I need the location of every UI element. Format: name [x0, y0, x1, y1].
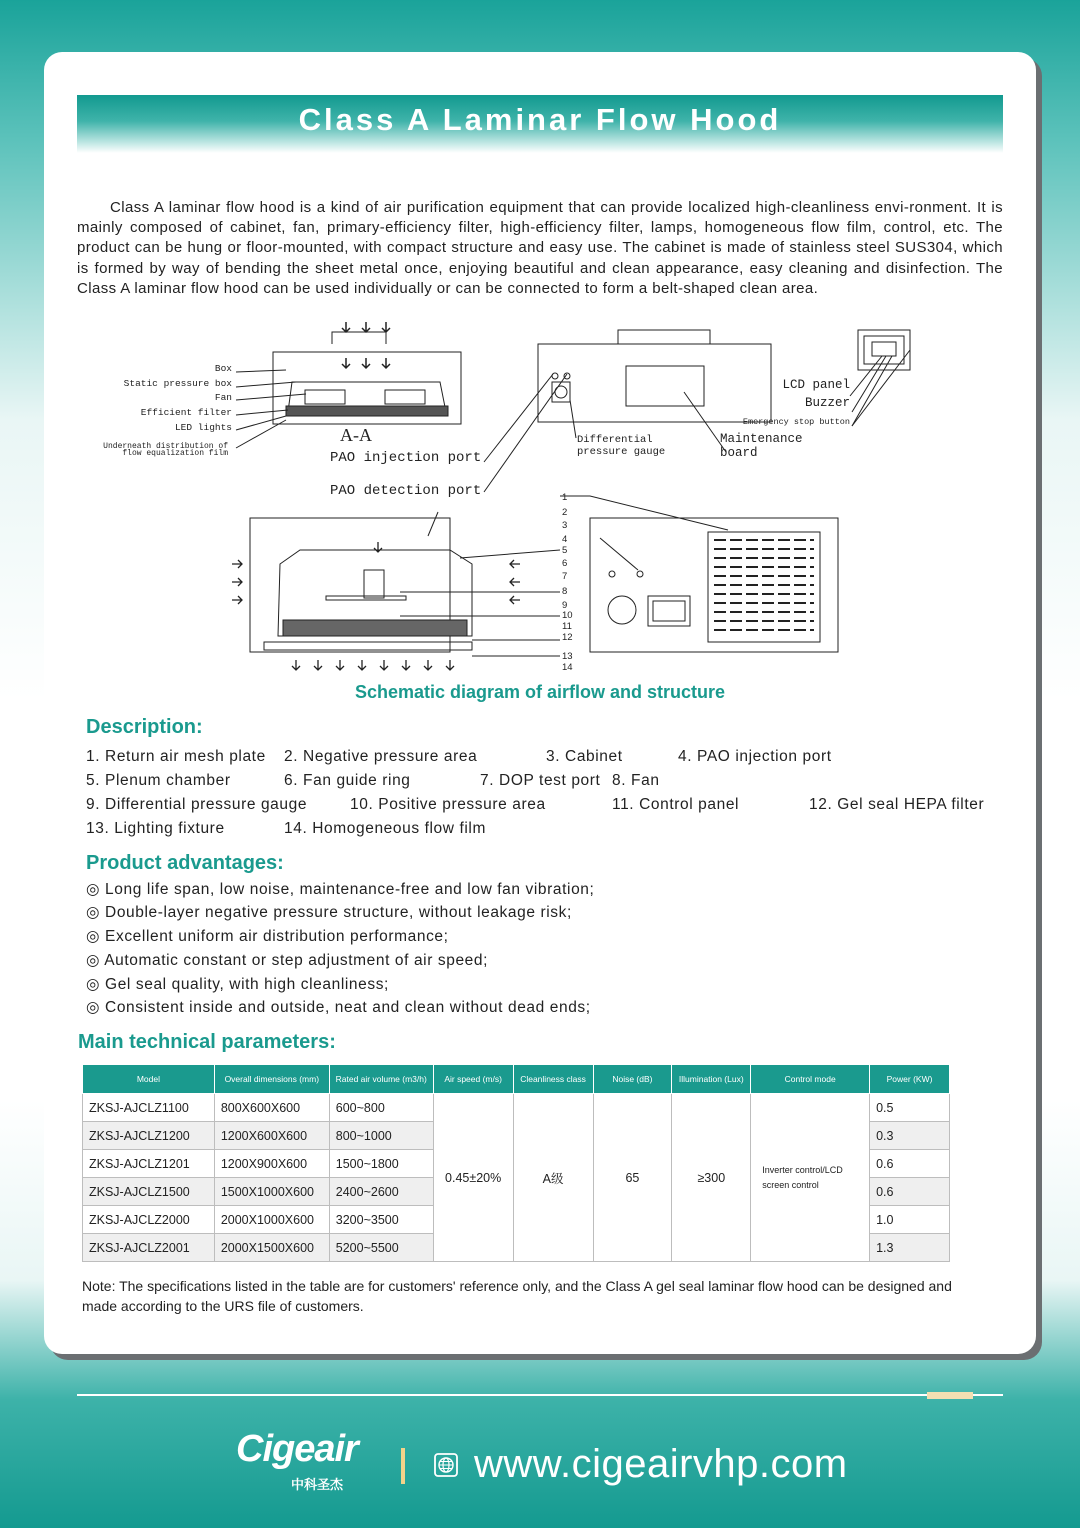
- cell-control-mode: Inverter control/LCD screen control: [751, 1094, 870, 1262]
- label-lcd-panel: LCD panel: [782, 378, 850, 392]
- description-item: 1. Return air mesh plate: [86, 748, 266, 765]
- callout-number-7: 7: [562, 571, 568, 582]
- callout-number-13: 13: [562, 651, 573, 662]
- description-row: [86, 796, 1016, 820]
- description-item: 6. Fan guide ring: [284, 772, 411, 789]
- params-table: [82, 1064, 950, 1262]
- cell-dimensions: 1500X1000X600: [214, 1178, 329, 1206]
- label-efficient-filter: Efficient filter: [140, 407, 232, 418]
- cell-air-volume: 1500~1800: [329, 1150, 433, 1178]
- table-header-row: [83, 1065, 950, 1094]
- description-item: 5. Plenum chamber: [86, 772, 231, 789]
- label-fan: Fan: [214, 392, 232, 403]
- description-item: 9. Differential pressure gauge: [86, 796, 308, 813]
- page-title: Class A Laminar Flow Hood: [298, 102, 782, 137]
- description-item: 10. Positive pressure area: [350, 796, 546, 813]
- brand-logo-subtitle: 中科圣杰: [291, 1477, 344, 1492]
- circle-bullet-icon: ◎: [86, 881, 101, 898]
- header-dimensions: Overall dimensions (mm): [214, 1065, 329, 1094]
- cell-air-volume: 800~1000: [329, 1122, 433, 1150]
- label-underneath-1: Underneath distribution of: [103, 442, 228, 451]
- callout-number-3: 3: [562, 520, 568, 531]
- header-control-mode: Control mode: [751, 1065, 870, 1094]
- description-item: 7. DOP test port: [480, 772, 601, 789]
- cell-power: 0.6: [870, 1150, 950, 1178]
- label-box: Box: [214, 363, 232, 374]
- cell-air-volume: 600~800: [329, 1094, 433, 1122]
- cell-power: 1.0: [870, 1206, 950, 1234]
- label-differential-2: pressure gauge: [577, 446, 666, 458]
- cell-noise: 65: [593, 1094, 672, 1262]
- label-differential-1: Differential: [577, 434, 653, 446]
- label-led-lights: LED lights: [174, 422, 232, 433]
- header-air-volume: Rated air volume (m3/h): [329, 1065, 433, 1094]
- callout-number-6: 6: [562, 558, 568, 569]
- cell-power: 0.3: [870, 1122, 950, 1150]
- description-item: 2. Negative pressure area: [284, 748, 478, 765]
- label-pao-detection: PAO detection port: [330, 483, 482, 499]
- callout-number-2: 2: [562, 507, 568, 518]
- label-static-pressure-box: Static pressure box: [123, 378, 232, 389]
- label-maintenance-1: Maintenance: [720, 432, 803, 446]
- footer-divider: [77, 1394, 1003, 1396]
- description-item: 12. Gel seal HEPA filter: [809, 796, 985, 813]
- callout-number-4: 4: [562, 534, 568, 545]
- advantage-item: ◎ Gel seal quality, with high cleanliness;: [86, 976, 389, 993]
- cell-air-volume: 2400~2600: [329, 1178, 433, 1206]
- callout-number-8: 8: [562, 586, 568, 597]
- brand-logo: Cigeair: [236, 1428, 358, 1470]
- cell-dimensions: 2000X1500X600: [214, 1234, 329, 1262]
- advantage-item: ◎ Automatic constant or step adjustment of air speed;: [86, 952, 489, 969]
- description-item: 4. PAO injection port: [678, 748, 832, 765]
- advantage-item: ◎ Excellent uniform air distribution performance;: [86, 928, 449, 945]
- cell-model: ZKSJ-AJCLZ1500: [83, 1178, 215, 1206]
- description-item: 14. Homogeneous flow film: [284, 820, 486, 837]
- callout-number-12: 12: [562, 632, 573, 643]
- advantages-heading: Product advantages:: [86, 852, 284, 874]
- description-row: [86, 772, 1016, 796]
- description-item: 3. Cabinet: [546, 748, 623, 765]
- footer-separator: [401, 1448, 405, 1484]
- description-heading: Description:: [86, 716, 203, 738]
- description-item: 11. Control panel: [612, 796, 740, 813]
- diagram-caption: Schematic diagram of airflow and structure: [354, 682, 726, 702]
- cell-model: ZKSJ-AJCLZ1200: [83, 1122, 215, 1150]
- circle-bullet-icon: ◎: [86, 976, 101, 993]
- cell-model: ZKSJ-AJCLZ2000: [83, 1206, 215, 1234]
- label-underneath-2: flow equalization film: [122, 449, 228, 458]
- circle-bullet-icon: ◎: [86, 999, 101, 1016]
- footer-accent-bar: [927, 1392, 973, 1399]
- cell-air-volume: 5200~5500: [329, 1234, 433, 1262]
- header-illumination: Illumination (Lux): [672, 1065, 751, 1094]
- cell-dimensions: 2000X1000X600: [214, 1206, 329, 1234]
- callout-number-11: 11: [562, 621, 572, 632]
- globe-icon: [434, 1453, 458, 1477]
- label-maintenance-2: board: [720, 446, 758, 460]
- cell-dimensions: 1200X900X600: [214, 1150, 329, 1178]
- description-item: 13. Lighting fixture: [86, 820, 225, 837]
- label-emergency-stop: Emergency stop button: [742, 417, 850, 427]
- header-air-speed: Air speed (m/s): [433, 1065, 513, 1094]
- table-row: [83, 1094, 950, 1122]
- circle-bullet-icon: ◎: [86, 928, 101, 945]
- label-section-aa: A-A: [340, 425, 372, 445]
- cell-power: 0.5: [870, 1094, 950, 1122]
- cell-model: ZKSJ-AJCLZ1201: [83, 1150, 215, 1178]
- structure-diagram: [100, 320, 980, 680]
- header-power: Power (KW): [870, 1065, 950, 1094]
- cell-illumination: ≥300: [672, 1094, 751, 1262]
- cell-model: ZKSJ-AJCLZ1100: [83, 1094, 215, 1122]
- params-heading: Main technical parameters:: [78, 1031, 336, 1053]
- label-pao-injection: PAO injection port: [330, 450, 482, 466]
- header-model: Model: [83, 1065, 215, 1094]
- callout-number-5: 5: [562, 545, 568, 556]
- callout-number-10: 10: [562, 610, 573, 621]
- cell-air-volume: 3200~3500: [329, 1206, 433, 1234]
- advantage-item: ◎ Consistent inside and outside, neat and clean without dead ends;: [86, 999, 591, 1016]
- cell-dimensions: 800X600X600: [214, 1094, 329, 1122]
- cell-model: ZKSJ-AJCLZ2001: [83, 1234, 215, 1262]
- callout-number-14: 14: [562, 662, 573, 673]
- cell-cleanliness: A级: [513, 1094, 593, 1262]
- header-cleanliness: Cleanliness class: [513, 1065, 593, 1094]
- callout-number-1: 1: [562, 492, 568, 503]
- description-item: 8. Fan: [612, 772, 660, 789]
- table-note: Note: The specifications listed in the table are for customers' reference only, and the Class A gel seal laminar flow hood can be designed and made according to the URS file of customers.: [82, 1278, 952, 1314]
- cell-power: 0.6: [870, 1178, 950, 1206]
- intro-paragraph: Class A laminar flow hood is a kind of air purification equipment that can provide localized high-cleanliness envi-ronment. It is mainly composed of cabinet, fan, primary-efficiency filter, high-efficiency filter, lamps, homogeneous flow film, control, etc. The product can be hung or floor-mounted, with compact structure and easy use. The cabinet is made of stainless steel SUS304, which is formed by way of bending the sheet metal once, enjoying beautiful and clean appearance, easy cleaning and disinfection. The Class A laminar flow hood can be used individually or can be connected to form a belt-shaped clean area.: [77, 199, 1003, 297]
- circle-bullet-icon: ◎: [86, 952, 101, 969]
- website-link[interactable]: www.cigeairvhp.com: [474, 1442, 848, 1486]
- description-row: [86, 820, 1016, 844]
- circle-bullet-icon: ◎: [86, 904, 101, 921]
- header-noise: Noise (dB): [593, 1065, 672, 1094]
- label-buzzer: Buzzer: [804, 396, 850, 410]
- advantage-item: ◎ Double-layer negative pressure structure, without leakage risk;: [86, 904, 572, 921]
- cell-air-speed: 0.45±20%: [433, 1094, 513, 1262]
- cell-dimensions: 1200X600X600: [214, 1122, 329, 1150]
- advantage-item: ◎ Long life span, low noise, maintenance-free and low fan vibration;: [86, 881, 595, 898]
- description-row: [86, 748, 1016, 772]
- callout-number-9: 9: [562, 600, 568, 611]
- cell-power: 1.3: [870, 1234, 950, 1262]
